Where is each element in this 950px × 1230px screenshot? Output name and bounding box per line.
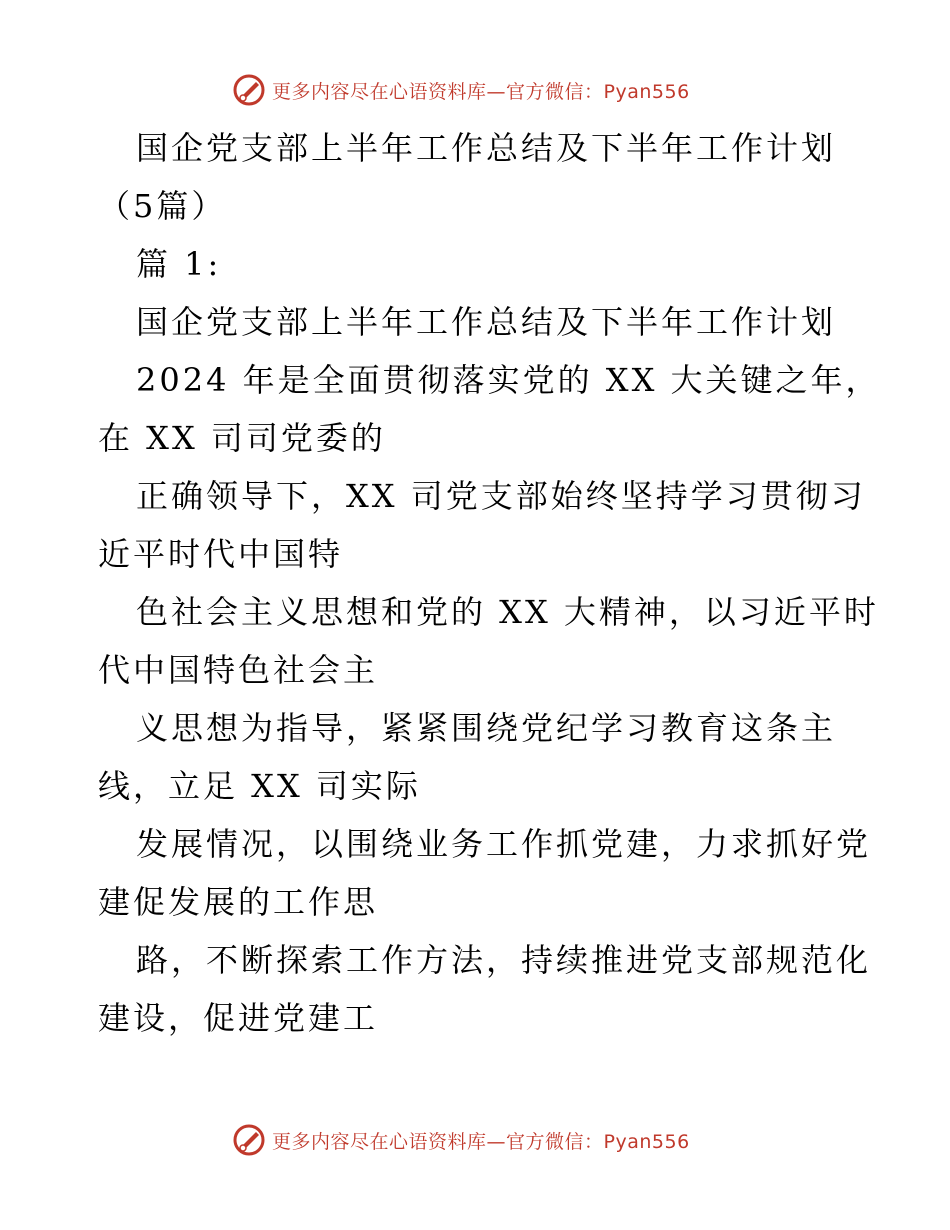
- footer-watermark-text: 更多内容尽在心语资料库—官方微信：Pyan556: [272, 1130, 690, 1153]
- doc-paragraph-line: 路，不断探索工作方法，持续推进党支部规范化: [136, 941, 872, 979]
- doc-paragraph-line: 正确领导下，XX 司党支部始终坚持学习贯彻习: [136, 477, 866, 515]
- doc-paragraph-line: 代中国特色社会主: [98, 651, 379, 689]
- doc-title: 国企党支部上半年工作总结及下半年工作计划: [136, 129, 837, 167]
- doc-paragraph-line: 义思想为指导，紧紧围绕党纪学习教育这条主: [136, 709, 837, 747]
- header-watermark-text: 更多内容尽在心语资料库—官方微信：Pyan556: [272, 80, 690, 103]
- doc-paragraph-line: 线，立足 XX 司实际: [98, 767, 421, 805]
- pen-seal-logo-icon: [232, 73, 266, 107]
- doc-paragraph-line: 建促发展的工作思: [98, 883, 379, 921]
- footer-watermark: [232, 1122, 690, 1158]
- doc-paragraph-line: 2024 年是全面贯彻落实党的 XX 大关键之年，: [136, 361, 881, 399]
- doc-paragraph-line: 建设，促进党建工: [98, 999, 379, 1037]
- pen-seal-logo-icon: [232, 1123, 266, 1157]
- doc-paragraph-line: 发展情况，以围绕业务工作抓党建，力求抓好党: [136, 825, 872, 863]
- doc-paragraph-line: 在 XX 司司党委的: [98, 419, 386, 457]
- header-watermark: [232, 72, 690, 108]
- doc-section-heading: 篇 1:: [136, 245, 222, 283]
- doc-subtitle: 国企党支部上半年工作总结及下半年工作计划: [136, 303, 837, 341]
- doc-paragraph-line: 色社会主义思想和党的 XX 大精神，以习近平时: [136, 593, 879, 631]
- doc-title-count: （5篇）: [98, 187, 227, 225]
- doc-paragraph-line: 近平时代中国特: [98, 535, 344, 573]
